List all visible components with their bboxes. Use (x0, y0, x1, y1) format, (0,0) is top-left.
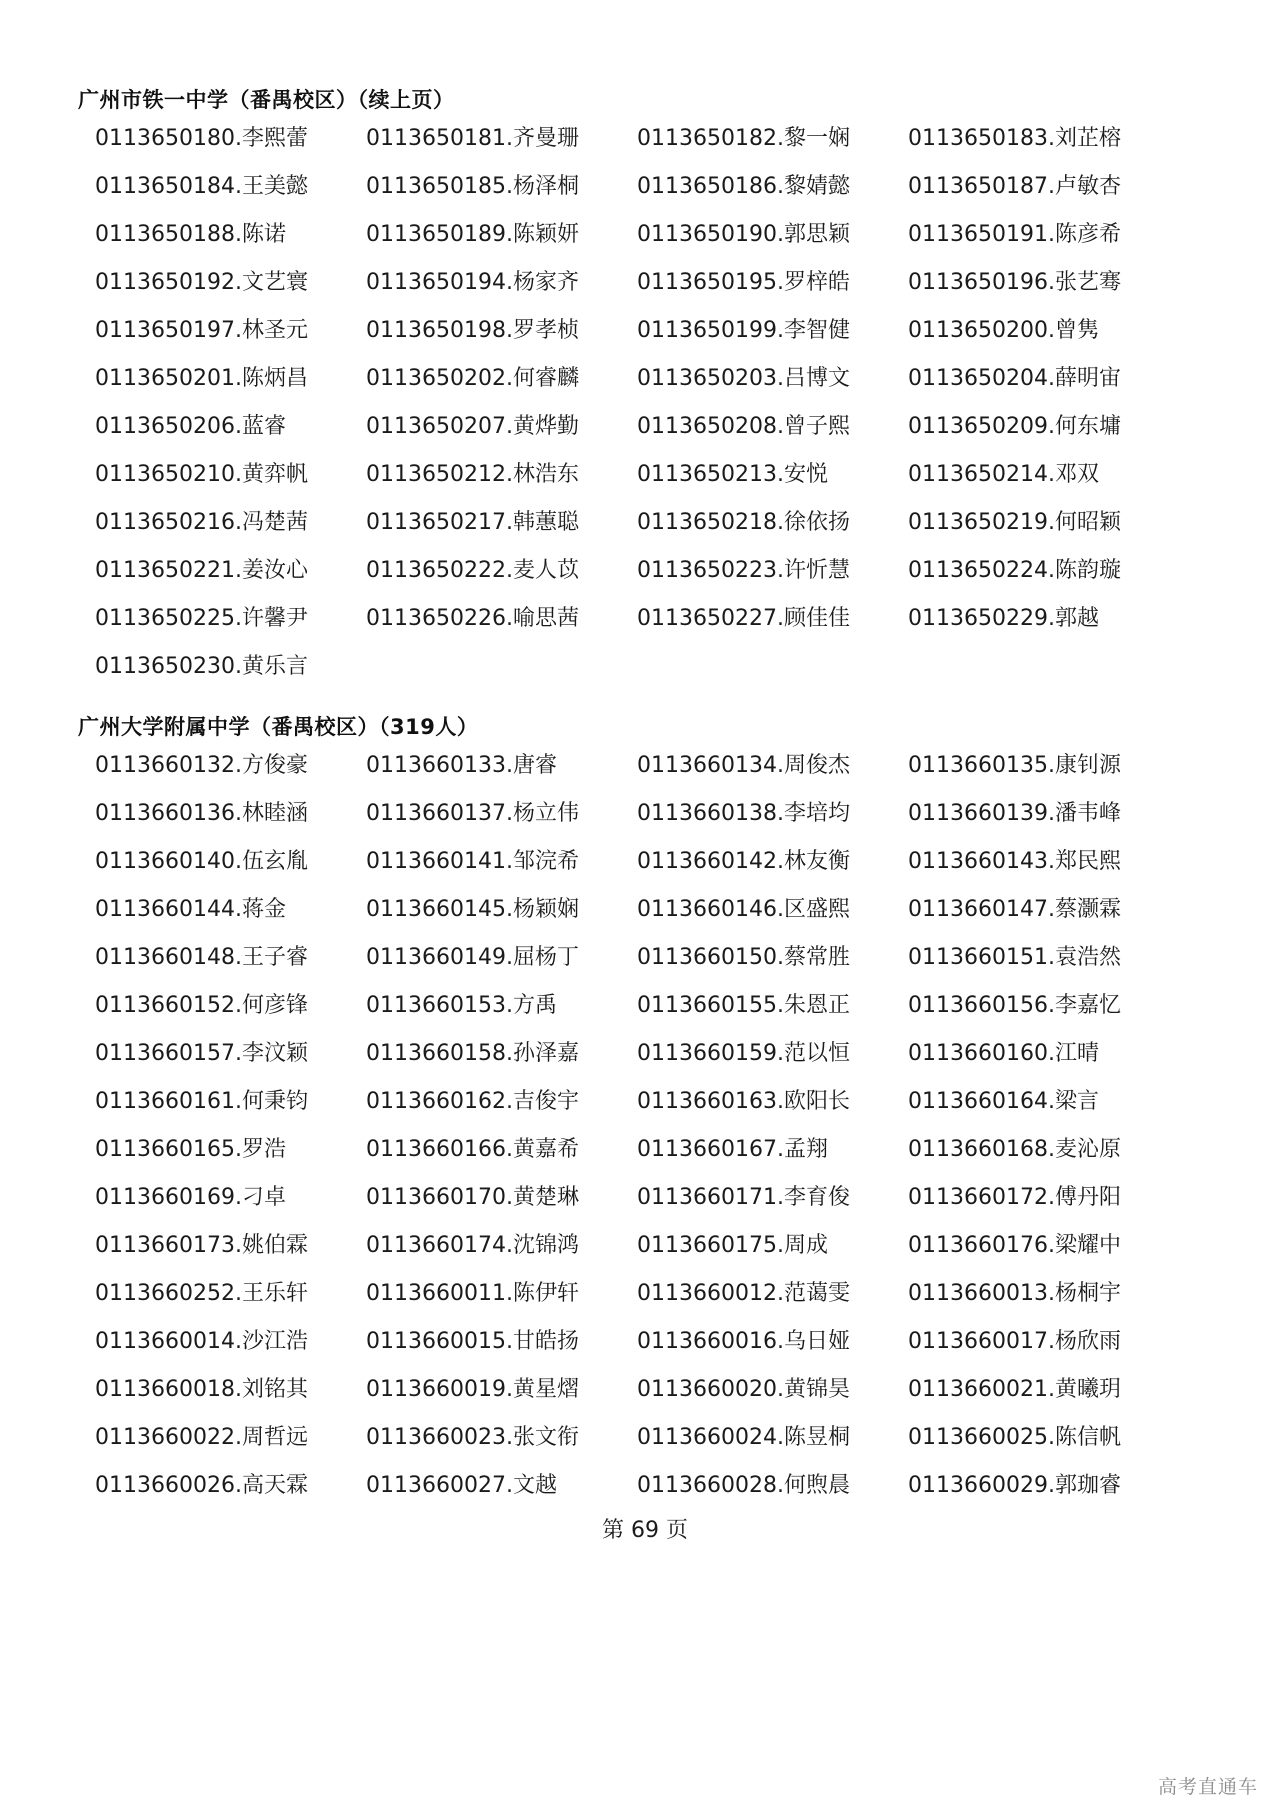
student-entry: 0113660252.王乐轩 (95, 1281, 308, 1306)
student-entry: 0113650192.文艺寰 (95, 270, 308, 295)
student-entry: 0113650196.张艺骞 (908, 270, 1121, 295)
student-entry: 0113650184.王美懿 (95, 174, 308, 199)
student-entry: 0113660021.黄曦玥 (908, 1377, 1121, 1402)
student-entry: 0113650202.何睿麟 (366, 366, 579, 391)
student-entry: 0113650194.杨家齐 (366, 270, 579, 295)
student-entry: 0113660019.黄星熠 (366, 1377, 579, 1402)
student-entry: 0113650222.麦人苡 (366, 558, 579, 583)
student-entry: 0113650187.卢敏杏 (908, 174, 1121, 199)
student-entry: 0113660150.蔡常胜 (637, 945, 850, 970)
student-entry: 0113650214.邓双 (908, 462, 1099, 487)
student-entry: 0113660167.孟翔 (637, 1137, 828, 1162)
student-entry: 0113650189.陈颖妍 (366, 222, 579, 247)
student-entry: 0113660029.郭珈睿 (908, 1473, 1121, 1498)
student-entry: 0113650230.黄乐言 (95, 654, 308, 679)
student-entry: 0113660169.刁卓 (95, 1185, 286, 1210)
student-entry: 0113660159.范以恒 (637, 1041, 850, 1066)
student-entry: 0113650212.林浩东 (366, 462, 579, 487)
student-entry: 0113660138.李培均 (637, 801, 850, 826)
student-entry: 0113650180.李熙蕾 (95, 126, 308, 151)
student-entry: 0113650225.许馨尹 (95, 606, 308, 631)
student-entry: 0113650213.安悦 (637, 462, 828, 487)
student-entry: 0113650206.蓝睿 (95, 414, 286, 439)
student-entry: 0113660165.罗浩 (95, 1137, 286, 1162)
student-entry: 0113650198.罗孝桢 (366, 318, 579, 343)
student-entry: 0113660016.乌日娅 (637, 1329, 850, 1354)
section-title-guangda-fuzhong: 广州大学附属中学（番禺校区）（319人） (78, 715, 479, 739)
student-list-tieyi (95, 124, 1195, 700)
student-entry: 0113650217.韩蕙聪 (366, 510, 579, 535)
student-entry: 0113650197.林圣元 (95, 318, 308, 343)
student-entry: 0113660026.高天霖 (95, 1473, 308, 1498)
student-entry: 0113660149.屈杨丁 (366, 945, 579, 970)
student-entry: 0113660020.黄锦昊 (637, 1377, 850, 1402)
student-entry: 0113660163.欧阳长 (637, 1089, 850, 1114)
student-entry: 0113660157.李汶颖 (95, 1041, 308, 1066)
student-entry: 0113650221.姜汝心 (95, 558, 308, 583)
student-entry: 0113660014.沙江浩 (95, 1329, 308, 1354)
student-entry: 0113660015.甘皓扬 (366, 1329, 579, 1354)
student-entry: 0113660132.方俊豪 (95, 753, 308, 778)
student-entry: 0113650190.郭思颖 (637, 222, 850, 247)
student-entry: 0113660136.林睦涵 (95, 801, 308, 826)
student-entry: 0113650186.黎婧懿 (637, 174, 850, 199)
student-entry: 0113660156.李嘉忆 (908, 993, 1121, 1018)
student-entry: 0113660161.何秉钧 (95, 1089, 308, 1114)
student-entry: 0113660153.方禹 (366, 993, 557, 1018)
student-entry: 0113660171.李育俊 (637, 1185, 850, 1210)
student-entry: 0113660024.陈昱桐 (637, 1425, 850, 1450)
student-entry: 0113660170.黄楚琳 (366, 1185, 579, 1210)
student-entry: 0113660025.陈信帆 (908, 1425, 1121, 1450)
student-entry: 0113650208.曾子熙 (637, 414, 850, 439)
student-entry: 0113650181.齐曼珊 (366, 126, 579, 151)
student-entry: 0113660133.唐睿 (366, 753, 557, 778)
student-entry: 0113660012.范蔼雯 (637, 1281, 850, 1306)
student-entry: 0113650200.曾隽 (908, 318, 1099, 343)
student-entry: 0113650199.李智健 (637, 318, 850, 343)
student-entry: 0113660147.蔡灏霖 (908, 897, 1121, 922)
student-entry: 0113650209.何东墉 (908, 414, 1121, 439)
student-entry: 0113650191.陈彦希 (908, 222, 1121, 247)
student-entry: 0113650182.黎一娴 (637, 126, 850, 151)
student-entry: 0113650227.顾佳佳 (637, 606, 850, 631)
student-entry: 0113660162.吉俊宇 (366, 1089, 579, 1114)
student-entry: 0113650219.何昭颖 (908, 510, 1121, 535)
student-entry: 0113660135.康钊源 (908, 753, 1121, 778)
student-entry: 0113650224.陈韵璇 (908, 558, 1121, 583)
section-title-tieyi: 广州市铁一中学（番禺校区）（续上页） (78, 88, 455, 112)
student-entry: 0113650204.薛明宙 (908, 366, 1121, 391)
student-entry: 0113650185.杨泽桐 (366, 174, 579, 199)
student-entry: 0113650226.喻思茜 (366, 606, 579, 631)
student-entry: 0113660013.杨桐宇 (908, 1281, 1121, 1306)
student-entry: 0113660160.江晴 (908, 1041, 1099, 1066)
student-entry: 0113650188.陈诺 (95, 222, 286, 247)
student-entry: 0113660158.孙泽嘉 (366, 1041, 579, 1066)
student-entry: 0113660164.梁言 (908, 1089, 1099, 1114)
student-entry: 0113660134.周俊杰 (637, 753, 850, 778)
student-entry: 0113660141.邹浣希 (366, 849, 579, 874)
student-entry: 0113660018.刘铭其 (95, 1377, 308, 1402)
student-entry: 0113660145.杨颖娴 (366, 897, 579, 922)
student-entry: 0113660168.麦沁原 (908, 1137, 1121, 1162)
student-entry: 0113660142.林友衡 (637, 849, 850, 874)
student-entry: 0113660176.梁耀中 (908, 1233, 1121, 1258)
student-entry: 0113660146.区盛熙 (637, 897, 850, 922)
student-entry: 0113660152.何彦锋 (95, 993, 308, 1018)
student-entry: 0113660023.张文衔 (366, 1425, 579, 1450)
student-entry: 0113660166.黄嘉希 (366, 1137, 579, 1162)
student-entry: 0113660028.何煦晨 (637, 1473, 850, 1498)
student-entry: 0113660140.伍玄胤 (95, 849, 308, 874)
student-entry: 0113650203.吕博文 (637, 366, 850, 391)
student-entry: 0113660143.郑民熙 (908, 849, 1121, 874)
student-entry: 0113650183.刘芷榕 (908, 126, 1121, 151)
watermark-text: 高考直通车 (1157, 1776, 1258, 1798)
student-entry: 0113660017.杨欣雨 (908, 1329, 1121, 1354)
student-entry: 0113660144.蒋金 (95, 897, 286, 922)
student-entry: 0113650216.冯楚茜 (95, 510, 308, 535)
student-entry: 0113660011.陈伊轩 (366, 1281, 579, 1306)
student-entry: 0113660174.沈锦鸿 (366, 1233, 579, 1258)
student-entry: 0113660022.周哲远 (95, 1425, 308, 1450)
student-entry: 0113650218.徐依扬 (637, 510, 850, 535)
student-entry: 0113650195.罗梓皓 (637, 270, 850, 295)
student-entry: 0113660173.姚伯霖 (95, 1233, 308, 1258)
student-entry: 0113650201.陈炳昌 (95, 366, 308, 391)
student-entry: 0113660148.王子睿 (95, 945, 308, 970)
student-entry: 0113660151.袁浩然 (908, 945, 1121, 970)
student-entry: 0113660172.傅丹阳 (908, 1185, 1121, 1210)
student-entry: 0113650223.许忻慧 (637, 558, 850, 583)
student-entry: 0113660137.杨立伟 (366, 801, 579, 826)
student-entry: 0113660175.周成 (637, 1233, 828, 1258)
student-entry: 0113660155.朱恩正 (637, 993, 850, 1018)
student-entry: 0113650210.黄弈帆 (95, 462, 308, 487)
student-entry: 0113660027.文越 (366, 1473, 557, 1498)
student-list-guangda-fuzhong (95, 751, 1195, 1519)
page-number: 第 69 页 (602, 1518, 688, 1543)
student-entry: 0113650229.郭越 (908, 606, 1099, 631)
student-entry: 0113650207.黄烨勤 (366, 414, 579, 439)
student-entry: 0113660139.潘韦峰 (908, 801, 1121, 826)
